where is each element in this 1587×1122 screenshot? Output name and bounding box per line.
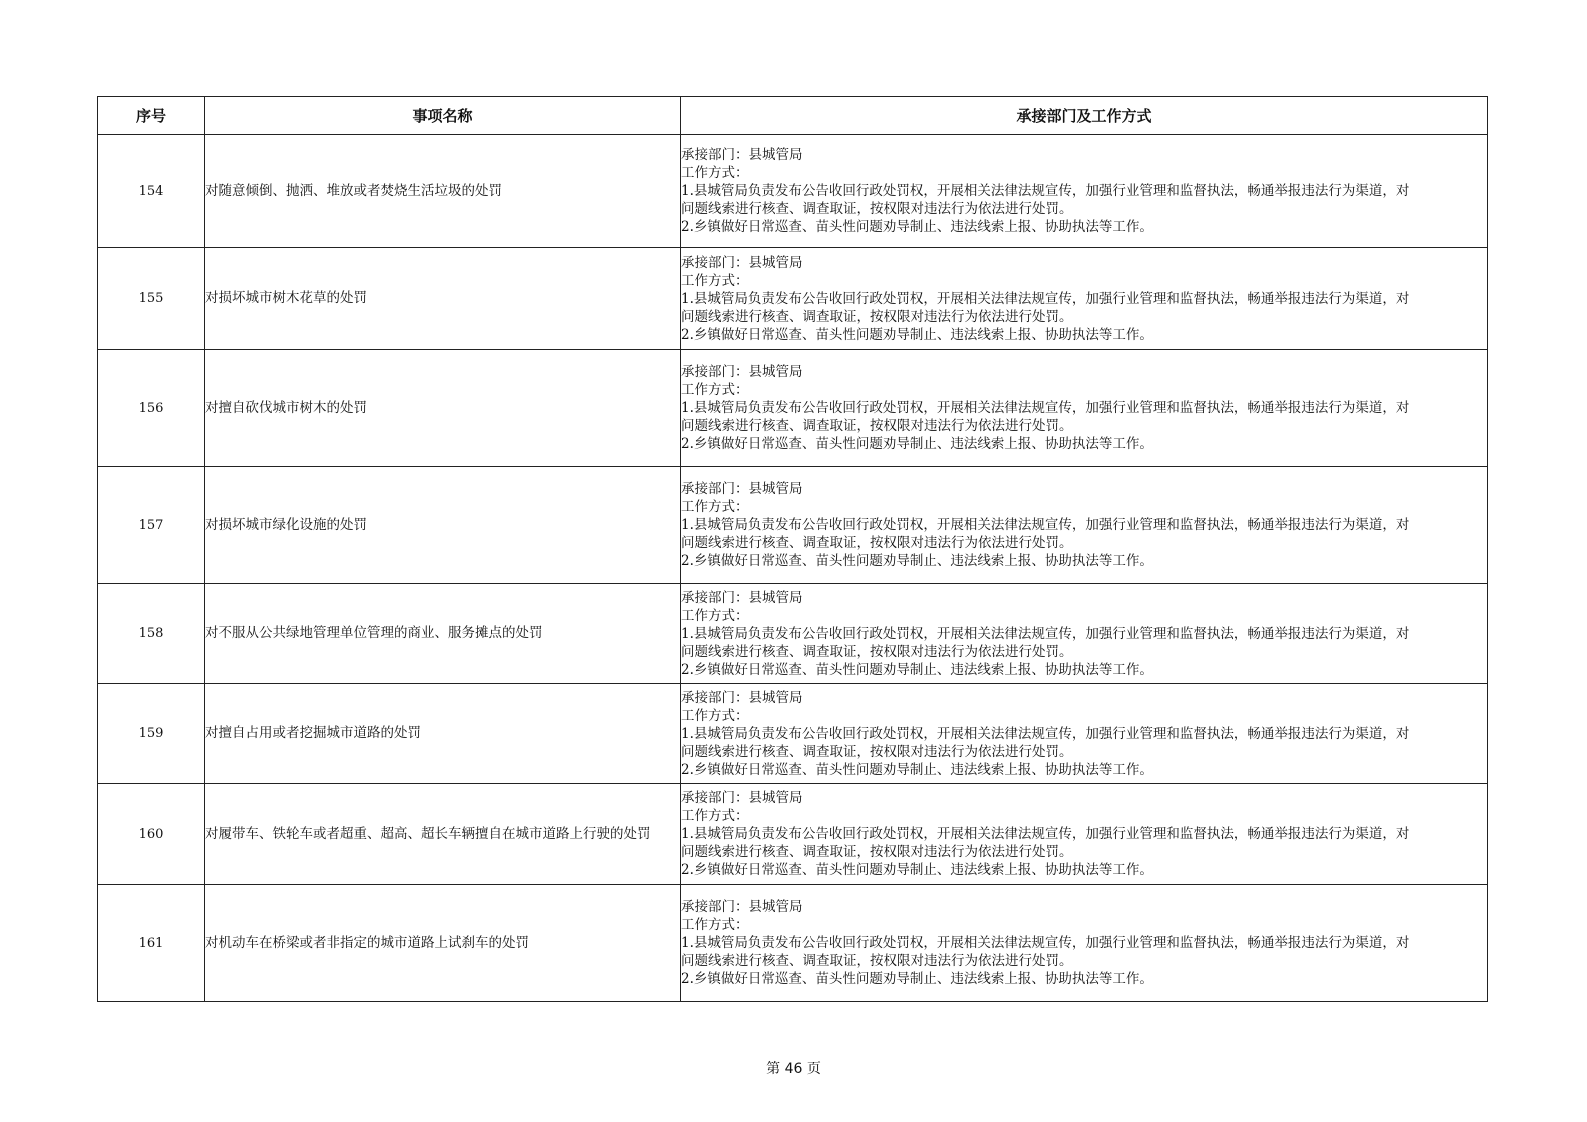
method-department-line: 承接部门：县城管局 — [681, 790, 803, 806]
header-seq: 序号 — [98, 97, 205, 135]
method-department-line: 承接部门：县城管局 — [681, 364, 803, 380]
row-item-name: 对损坏城市绿化设施的处罚 — [205, 467, 681, 584]
method-label-line: 工作方式： — [681, 808, 749, 824]
table-row — [98, 248, 1488, 350]
method-step1-cont-line: 问题线索进行核查、调查取证，按权限对违法行为依法进行处罚。 — [681, 844, 1073, 860]
row-method-cell — [681, 584, 1488, 684]
method-step2-line: 2.乡镇做好日常巡查、苗头性问题劝导制止、违法线索上报、协助执法等工作。 — [681, 971, 1153, 987]
method-department-line: 承接部门：县城管局 — [681, 689, 803, 706]
row-seq: 154 — [98, 135, 205, 248]
header-item-name: 事项名称 — [205, 97, 681, 135]
row-method-cell — [681, 350, 1488, 467]
method-step2-line: 2.乡镇做好日常巡查、苗头性问题劝导制止、违法线索上报、协助执法等工作。 — [681, 661, 1153, 678]
table-row — [98, 584, 1488, 684]
row-seq: 158 — [98, 584, 205, 684]
row-method-cell — [681, 885, 1488, 1002]
method-label-line: 工作方式： — [681, 272, 749, 289]
row-item-name: 对机动车在桥梁或者非指定的城市道路上试刹车的处罚 — [205, 885, 681, 1002]
method-step1-line: 1.县城管局负责发布公告收回行政处罚权，开展相关法律法规宣传，加强行业管理和监督执法，畅通举报违法行为渠道，对 — [681, 400, 1410, 416]
page-number: 第 46 页 — [766, 1061, 821, 1077]
method-step2-line: 2.乡镇做好日常巡查、苗头性问题劝导制止、违法线索上报、协助执法等工作。 — [681, 862, 1153, 878]
method-step1-cont-line: 问题线索进行核查、调查取证，按权限对违法行为依法进行处罚。 — [681, 535, 1073, 551]
method-label-line: 工作方式： — [681, 382, 749, 398]
table-row — [98, 350, 1488, 467]
row-method-cell — [681, 467, 1488, 584]
row-seq: 156 — [98, 350, 205, 467]
table-header-row — [98, 97, 1488, 135]
table-row — [98, 885, 1488, 1002]
row-seq: 157 — [98, 467, 205, 584]
row-seq: 161 — [98, 885, 205, 1002]
table-row — [98, 467, 1488, 584]
method-step1-cont-line: 问题线索进行核查、调查取证，按权限对违法行为依法进行处罚。 — [681, 201, 1073, 217]
row-method-cell — [681, 684, 1488, 784]
table-row — [98, 784, 1488, 885]
method-step2-line: 2.乡镇做好日常巡查、苗头性问题劝导制止、违法线索上报、协助执法等工作。 — [681, 219, 1153, 235]
row-seq: 160 — [98, 784, 205, 885]
method-step2-line: 2.乡镇做好日常巡查、苗头性问题劝导制止、违法线索上报、协助执法等工作。 — [681, 436, 1153, 452]
method-label-line: 工作方式： — [681, 607, 749, 624]
method-step1-cont-line: 问题线索进行核查、调查取证，按权限对违法行为依法进行处罚。 — [681, 743, 1073, 760]
method-step2-line: 2.乡镇做好日常巡查、苗头性问题劝导制止、违法线索上报、协助执法等工作。 — [681, 553, 1153, 569]
items-table — [97, 96, 1488, 1002]
method-step1-line: 1.县城管局负责发布公告收回行政处罚权，开展相关法律法规宣传，加强行业管理和监督执法，畅通举报违法行为渠道，对 — [681, 625, 1410, 642]
method-step1-cont-line: 问题线索进行核查、调查取证，按权限对违法行为依法进行处罚。 — [681, 308, 1073, 325]
method-department-line: 承接部门：县城管局 — [681, 899, 803, 915]
row-method-cell — [681, 248, 1488, 350]
row-method-cell — [681, 784, 1488, 885]
method-step1-cont-line: 问题线索进行核查、调查取证，按权限对违法行为依法进行处罚。 — [681, 643, 1073, 660]
row-item-name: 对随意倾倒、抛洒、堆放或者焚烧生活垃圾的处罚 — [205, 135, 681, 248]
method-step1-line: 1.县城管局负责发布公告收回行政处罚权，开展相关法律法规宣传，加强行业管理和监督执法，畅通举报违法行为渠道，对 — [681, 183, 1410, 199]
row-seq: 155 — [98, 248, 205, 350]
method-step1-line: 1.县城管局负责发布公告收回行政处罚权，开展相关法律法规宣传，加强行业管理和监督执法，畅通举报违法行为渠道，对 — [681, 935, 1410, 951]
method-label-line: 工作方式： — [681, 499, 749, 515]
method-department-line: 承接部门：县城管局 — [681, 147, 803, 163]
row-item-name: 对履带车、铁轮车或者超重、超高、超长车辆擅自在城市道路上行驶的处罚 — [205, 784, 681, 885]
row-seq: 159 — [98, 684, 205, 784]
table-row — [98, 135, 1488, 248]
method-step1-cont-line: 问题线索进行核查、调查取证，按权限对违法行为依法进行处罚。 — [681, 418, 1073, 434]
method-step1-line: 1.县城管局负责发布公告收回行政处罚权，开展相关法律法规宣传，加强行业管理和监督执法，畅通举报违法行为渠道，对 — [681, 826, 1410, 842]
method-label-line: 工作方式： — [681, 917, 749, 933]
method-label-line: 工作方式： — [681, 707, 749, 724]
row-item-name: 对擅自占用或者挖掘城市道路的处罚 — [205, 684, 681, 784]
table-row — [98, 684, 1488, 784]
method-step1-line: 1.县城管局负责发布公告收回行政处罚权，开展相关法律法规宣传，加强行业管理和监督执法，畅通举报违法行为渠道，对 — [681, 725, 1410, 742]
method-step2-line: 2.乡镇做好日常巡查、苗头性问题劝导制止、违法线索上报、协助执法等工作。 — [681, 326, 1153, 343]
method-step1-line: 1.县城管局负责发布公告收回行政处罚权，开展相关法律法规宣传，加强行业管理和监督执法，畅通举报违法行为渠道，对 — [681, 517, 1410, 533]
row-item-name: 对擅自砍伐城市树木的处罚 — [205, 350, 681, 467]
method-step2-line: 2.乡镇做好日常巡查、苗头性问题劝导制止、违法线索上报、协助执法等工作。 — [681, 761, 1153, 778]
method-label-line: 工作方式： — [681, 165, 749, 181]
method-department-line: 承接部门：县城管局 — [681, 254, 803, 271]
row-item-name: 对不服从公共绿地管理单位管理的商业、服务摊点的处罚 — [205, 584, 681, 684]
row-item-name: 对损坏城市树木花草的处罚 — [205, 248, 681, 350]
method-department-line: 承接部门：县城管局 — [681, 589, 803, 606]
header-department-method: 承接部门及工作方式 — [681, 97, 1488, 135]
method-step1-line: 1.县城管局负责发布公告收回行政处罚权，开展相关法律法规宣传，加强行业管理和监督执法，畅通举报违法行为渠道，对 — [681, 290, 1410, 307]
method-department-line: 承接部门：县城管局 — [681, 481, 803, 497]
method-step1-cont-line: 问题线索进行核查、调查取证，按权限对违法行为依法进行处罚。 — [681, 953, 1073, 969]
row-method-cell — [681, 135, 1488, 248]
